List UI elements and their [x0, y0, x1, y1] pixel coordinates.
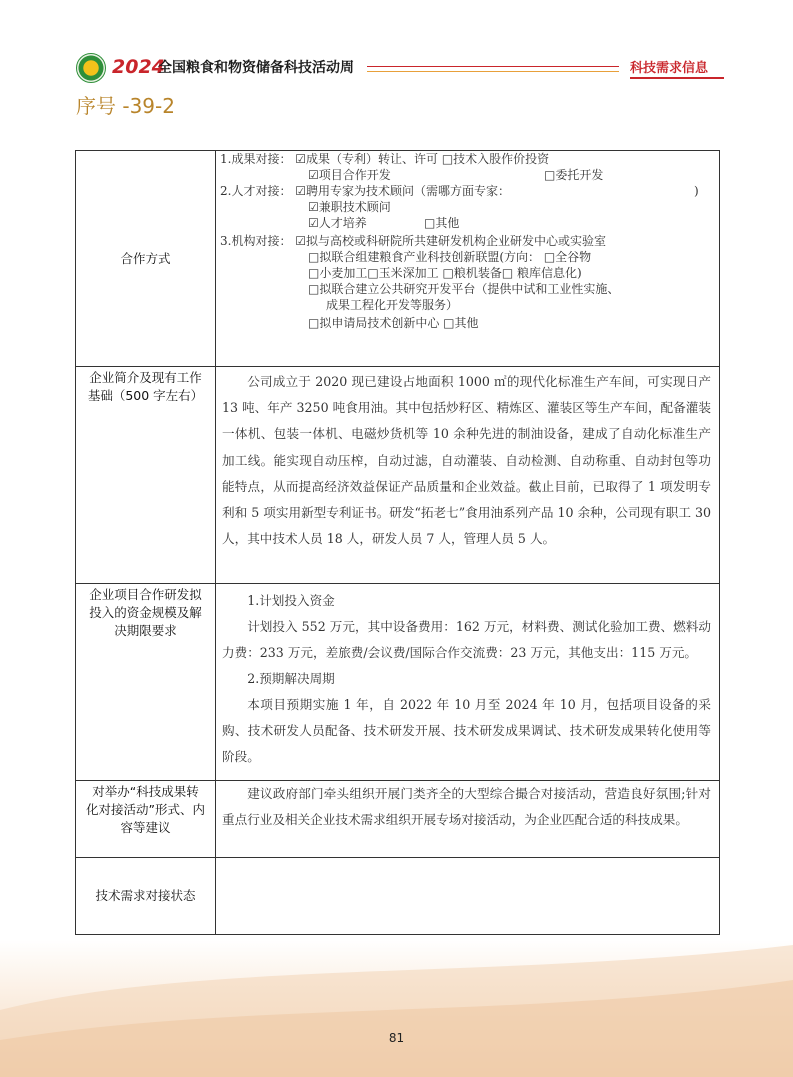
cooperation-line: 3.机构对接： ☑拟与高校或科研院所共建研发机构企业研发中心或实验室	[220, 234, 607, 248]
funding-paragraph: 1.计划投入资金	[247, 593, 335, 608]
intro-label-line: 企业简介及现有工作	[89, 370, 202, 385]
header-title: 全国粮食和物资储备科技活动周	[158, 60, 354, 76]
suggest-label-line: 对举办“科技成果转	[92, 784, 199, 799]
table-row-funding	[76, 584, 720, 781]
decorative-background	[0, 940, 793, 1077]
sequence-number: 序号 -39-2	[76, 94, 175, 118]
cooperation-line: □拟联合建立公共研究开发平台（提供中试和工业性实施、	[308, 282, 620, 296]
info-table	[75, 150, 720, 935]
page-header	[0, 0, 793, 90]
cooperation-line: 成果工程化开发等服务）	[326, 298, 459, 312]
funding-paragraph: 计划投入 552 万元，其中设备费用：162 万元，材料费、测试化验加工费、燃料动力费：233 万元，差旅费/会议费/国际合作交流费：23 万元，其他支出：115 万元。	[222, 619, 711, 660]
header-section-underline	[630, 77, 724, 79]
suggest-label-cell	[76, 781, 216, 858]
header-divider-secondary	[367, 71, 619, 72]
header-year: 2024	[112, 56, 165, 78]
status-value-cell	[216, 858, 720, 935]
header-section: 科技需求信息	[630, 61, 709, 76]
table-row-intro	[76, 367, 720, 584]
header-divider	[367, 66, 619, 67]
funding-label-line: 决期限要求	[114, 623, 177, 638]
cooperation-label-cell	[76, 151, 216, 367]
funding-value-cell	[216, 584, 720, 781]
table-row-cooperation	[76, 151, 720, 367]
funding-paragraph: 2.预期解决周期	[247, 671, 335, 686]
intro-label-line: 基础（500 字左右）	[87, 388, 204, 403]
cooperation-value-cell	[216, 151, 720, 367]
suggest-label-line: 容等建议	[120, 820, 171, 835]
suggest-value-cell	[216, 781, 720, 858]
cooperation-line: ☑人才培养	[308, 216, 367, 230]
cooperation-line: ☑兼职技术顾问	[308, 200, 391, 214]
table-row-suggest	[76, 781, 720, 858]
suggest-label-line: 化对接活动”形式、内	[86, 802, 205, 817]
cooperation-line: □拟联合组建粮食产业科技创新联盟(方向： □全谷物	[308, 250, 592, 264]
suggest-text: 建议政府部门牵头组织开展门类齐全的大型综合撮合对接活动，营造良好氛围;针对重点行业及相关企业技术需求组织开展专场对接活动，为企业匹配合适的科技成果。	[222, 786, 711, 828]
cooperation-line: )	[694, 184, 699, 198]
status-label-cell	[76, 858, 216, 935]
cooperation-line: 2.人才对接： ☑聘用专家为技术顾问（需哪方面专家：	[220, 184, 511, 198]
table-row-status	[76, 858, 720, 935]
funding-label-line: 投入的资金规模及解	[89, 605, 202, 620]
cooperation-line: □委托开发	[544, 168, 604, 182]
intro-value-cell	[216, 367, 720, 584]
page-number: 81	[388, 1031, 405, 1045]
cooperation-line: 1.成果对接： ☑成果（专利）转让、许可 □技术入股作价投资	[220, 152, 550, 166]
funding-label-cell	[76, 584, 216, 781]
intro-label-cell	[76, 367, 216, 584]
funding-label-line: 企业项目合作研发拟	[89, 587, 202, 602]
cooperation-label: 合作方式	[120, 250, 171, 266]
funding-paragraph: 本项目预期实施 1 年，自 2022 年 10 月至 2024 年 10 月，包括项目设备的采购、技术研发人员配备、技术研发开展、技术研发成果调试、技术研发成果转化使用等阶段。	[222, 697, 711, 764]
cooperation-line: □其他	[424, 216, 460, 230]
status-label: 技术需求对接状态	[95, 888, 196, 903]
grain-logo-icon	[76, 53, 106, 83]
cooperation-line: □小麦加工□玉米深加工 □粮机装备□ 粮库信息化)	[308, 266, 582, 280]
cooperation-line: ☑项目合作开发	[308, 168, 391, 182]
intro-text: 公司成立于 2020 现已建设占地面积 1000 ㎡的现代化标准生产车间，可实现日产 13 吨、年产 3250 吨食用油。其中包括炒籽区、精炼区、灌装区等生产车间，配备灌装一体机、包装一体机、电磁炒货机等 10 余种先进的制油设备，建成了自动化标准生产加工线。能实现自动压榨，自动过滤，自动灌装、自动检测、自动称重、自动封包等功能特点，从而提高经济效益保证产品质量和企业效益。截止目前，已取得了 1 项发明专利和 5 项实用新型专利证书。研发“拓老七”食用油系列产品 10 余种，公司现有职工 30 人，其中技术人员 18 人，研发人员 7 人，管理人员 5 人。	[222, 374, 711, 547]
cooperation-line: □拟申请局技术创新中心 □其他	[308, 316, 479, 330]
